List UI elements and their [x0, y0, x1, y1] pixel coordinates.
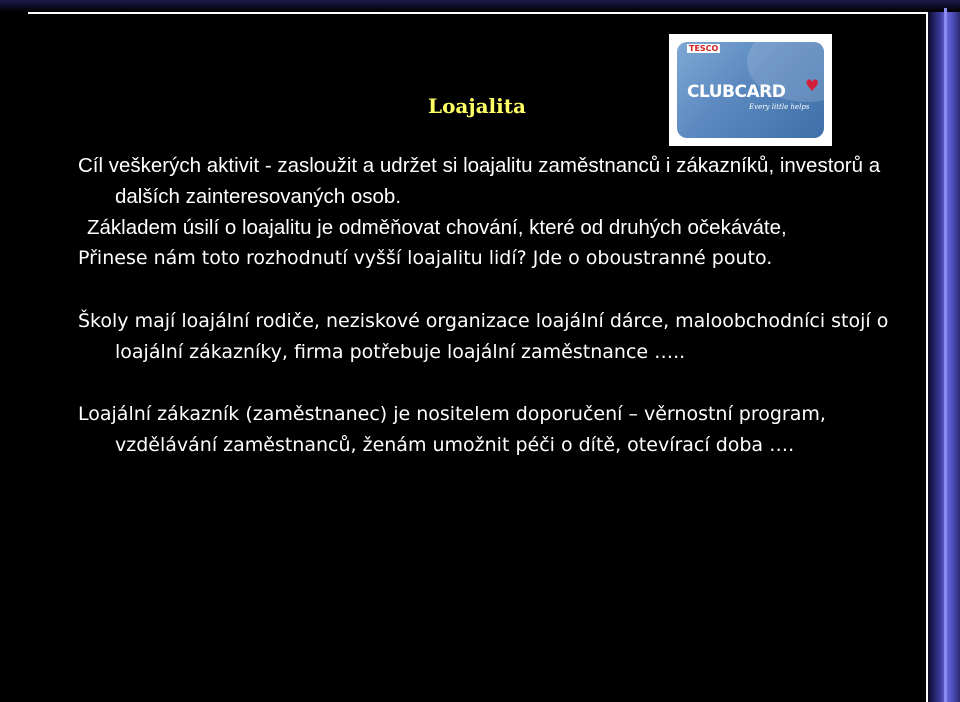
paragraph-question: Přinese nám toto rozhodnutí vyšší loajalitu lidí? Jde o oboustranné pouto. — [78, 247, 773, 269]
heart-icon: ♥ — [805, 76, 820, 95]
paragraph-customer: Loajální zákazník (zaměstnanec) je nositelem doporučení – věrnostní program, vzdělávání zaměstnanců, ženám umožnit péči o dítě, otevírací doba …. — [78, 403, 826, 456]
clubcard-image — [669, 34, 832, 146]
frame-right-border — [926, 12, 960, 702]
clubcard-body — [677, 42, 824, 138]
frame-right-line — [926, 12, 928, 702]
clubcard-tagline: Every little helps — [749, 103, 810, 111]
paragraph-examples: Školy mají loajální rodiče, neziskové organizace loajální dárce, maloobchodníci stojí o loajální zákazníky, firma potřebuje loajální zaměstnance ….. — [78, 310, 889, 363]
frame-top-line — [28, 12, 928, 14]
paragraph-goal: Cíl veškerých aktivit - zasloužit a udržet si loajalitu zaměstnanců i zákazníků, investorů a dalších zainteresovaných osob. — [78, 154, 881, 208]
frame-top-border — [0, 0, 960, 12]
slide-body — [78, 150, 924, 461]
slide-title: Loajalita — [428, 94, 526, 118]
frame-right-edge — [944, 8, 947, 702]
clubcard-brand-logo: TESCO — [689, 44, 719, 53]
paragraph-basis: Základem úsilí o loajalitu je odměňovat chování, které od druhých očekáváte, — [87, 216, 787, 239]
clubcard-name: CLUBCARD — [687, 82, 786, 102]
